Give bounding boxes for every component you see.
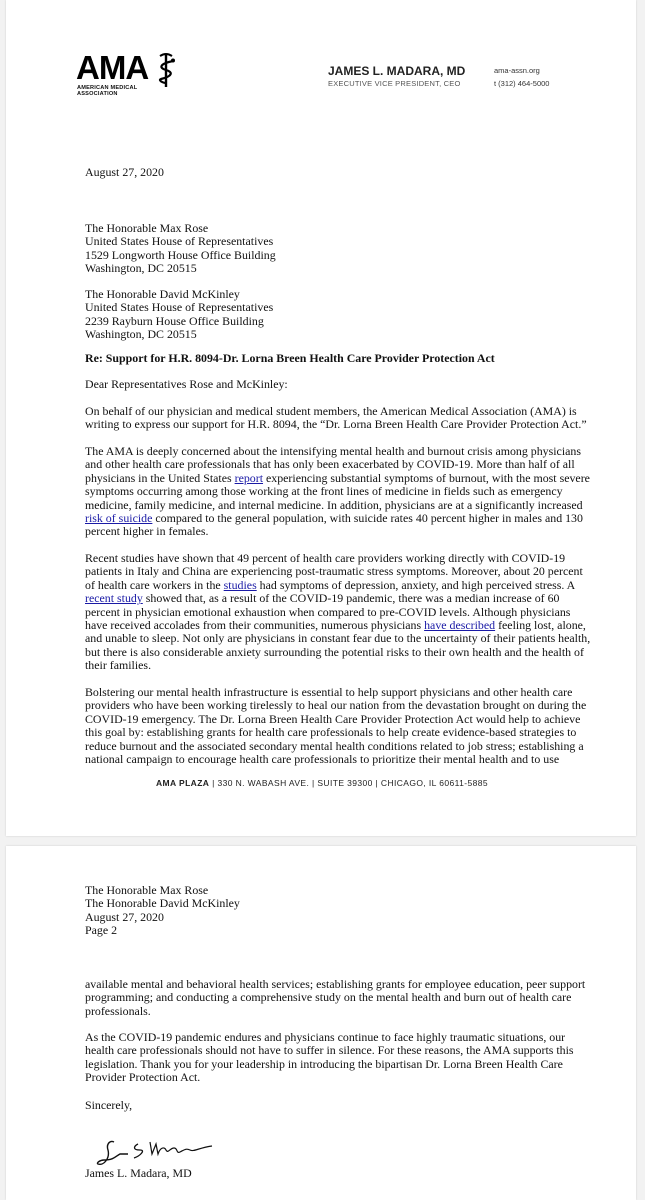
ama-logo [76,50,206,110]
signer-name: James L. Madara, MD [85,1166,192,1180]
contact-block [494,64,549,90]
letter-page-1 [6,0,636,836]
executive-title: EXECUTIVE VICE PRESIDENT, CEO [328,79,461,88]
report-link[interactable]: report [234,470,264,485]
recent-study-link[interactable]: recent study [85,591,143,606]
page-2-paragraph-1: available mental and behavioral health services; establishing grants for employee education, peer support programming; and conducting a comprehensive study on the mental health and burn out of health care professionals. [85,977,586,1018]
executive-name: JAMES L. MADARA, MD [328,64,466,78]
paragraph-4: Bolstering our mental health infrastructure is essential to help support physicians and other health care providers who have been working tirelessly to heal our nation from the devastation brought on during the COVID-19 emergency. The Dr. Lorna Breen Health Care Provider Protection Act would help to achieve this goal by: establishing grants for health care professionals to help create evidence-based strategies to reduce burnout and the associated secondary mental health conditions related to job stress; establishing a national campaign to encourage health care professionals to prioritize their mental health and to use [85,685,587,767]
recipient-address-2: The Honorable David McKinley United States House of Representatives 2239 Rayburn House Office Building Washington, DC 20515 [85,287,274,342]
paragraph-2: The AMA is deeply concerned about the intensifying mental health and burnout crisis among physicians and other health care professionals that has only been exacerbated by COVID-19. More than half of all physicians in the United States report experiencing substantial symptoms of burnout, with the most severe symptoms occurring among those working at the front lines of medicine in fields such as emergency medicine, family medicine, and internal medicine. In addition, physicians are at a significantly increased risk of suicide compared to the general population, with suicide rates 40 percent higher in males and 130 percent higher in females. [85,444,590,539]
studies-link[interactable]: studies [223,577,257,592]
have-described-link[interactable]: have described [424,618,496,633]
paragraph-3: Recent studies have shown that 49 percent of health care providers working directly with COVID-19 patients in Italy and China are experiencing post-traumatic stress symptoms. Moreover, about 20 percent of health care workers in the studies had symptoms of depression, anxiety, and high perceived stress. A recent study showed that, as a result of the COVID-19 pandemic, there was a median increase of 60 percent in physician emotional exhaustion when compared to pre-COVID levels. Although physicians have received accolades from their communities, numerous physicians have described feeling lost, alone, and unable to sleep. Not only are physicians in constant fear due to the uncertainty of their patients health, but there is also considerable anxiety surrounding the potential risks to their own health and the health of their families. [85,551,591,673]
closing: Sincerely, [85,1098,133,1112]
salutation: Dear Representatives Rose and McKinley: [85,377,288,391]
letter-date: August 27, 2020 [85,165,164,179]
ama-logo-wordmark: AMA [76,49,149,86]
letterhead-footer: AMA PLAZA | 330 N. WABASH AVE. | SUITE 39300 | CHICAGO, IL 60611-5885 [156,778,488,788]
recipient-address-1: The Honorable Max Rose United States House of Representatives 1529 Longworth House Office Building Washington, DC 20515 [85,221,276,276]
page-2-paragraph-2: As the COVID-19 pandemic endures and physicians continue to face highly traumatic situations, our health care professionals should not have to suffer in silence. For these reasons, the AMA supports this legislation. Thank you for your leadership in introducing the bipartisan Dr. Lorna Breen Health Care Provider Protection Act. [85,1030,574,1085]
subject-line: Re: Support for H.R. 8094-Dr. Lorna Breen Health Care Provider Protection Act [85,351,495,365]
staff-of-asclepius-icon [154,52,180,88]
phone-text: t (312) 464-5000 [494,79,550,88]
letter-page-2 [6,846,636,1200]
website-text: ama-assn.org [494,66,540,75]
paragraph-1: On behalf of our physician and medical student members, the American Medical Association (AMA) is writing to express our support for H.R. 8094, the “Dr. Lorna Breen Health Care Provider Protection Act.” [85,404,587,432]
ama-logo-subtitle: AMERICAN MEDICAL ASSOCIATION [77,85,138,98]
risk-of-suicide-link[interactable]: risk of suicide [85,511,153,526]
page-2-header: The Honorable Max Rose The Honorable David McKinley August 27, 2020 Page 2 [85,883,240,938]
executive-block [328,64,465,90]
